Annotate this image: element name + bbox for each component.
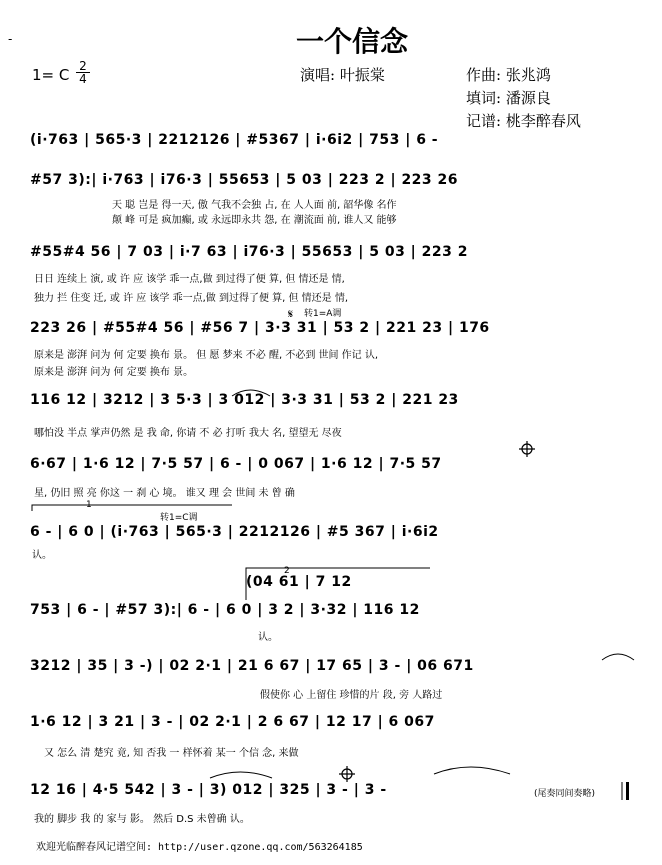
score-line-8: 753 | 6 - | #57 3):| 6 - | 6 0 | 3 2 | 3·32 | 116 12 [30,602,420,618]
lyric-line-5: 哪怕没 半点 掌声仍然 是 我 命, 你请 不 必 打听 我大 名, 望望无 尽夜 [34,428,342,439]
lyricist-credit: 填词: 潘源良 [466,89,551,107]
final-barline-thick [626,782,629,800]
score-line-1: (i·763 | 565·3 | 2212126 | #5367 | i·6i2 | 753 | 6 - [30,132,439,148]
lyric-line-6: 星, 仍旧 照 亮 你这 一 刹 心 境。 谁又 理 会 世间 未 曾 确 [34,488,295,499]
lyric-line-7: 认。 [32,550,52,561]
segno-sign: 𝄋 [288,307,294,321]
volta-1-label: 1 [86,500,92,510]
slur-mark [434,767,510,774]
volta-2-label: 2 [284,566,290,576]
score-line-7: 6 - | 6 0 | (i·763 | 565·3 | 2212126 | #5 367 | i·6i2 [30,524,439,540]
lyric-line-8: 认。 [258,632,278,643]
score-line-9: 3212 | 35 | 3 -) | 02 2·1 | 21 6 67 | 17 65 | 3 - | 06 671 [30,658,474,674]
score-line-6: 6·67 | 1·6 12 | 7·5 57 | 6 - | 0 067 | 1·6 12 | 7·5 57 [30,456,442,472]
song-title: 一个信念 [296,25,409,58]
score-line-8-prefix: (04 61 | 7 12 [246,574,352,590]
score-line-2: #57 3):| i·763 | i76·3 | 55653 | 5 03 | 223 2 | 223 26 [30,172,459,188]
lyric-line-3a: 日日 连续上 演, 或 许 应 该学 乖一点,做 到过得了便 算, 但 情还是 情, [34,274,345,285]
outro-note: (尾奏同间奏略) [534,789,596,799]
singer-credit: 演唱: 叶振棠 [300,66,385,84]
volta-1-bracket [32,505,232,511]
margin-dash: - [8,32,13,46]
slur-mark [232,390,270,396]
lyric-line-2a: 天 聪 岂是 得一天, 傲 气我不会独 占, 在 人人面 前, 韶华像 名作 [112,200,397,211]
key-signature: 1= C [32,66,70,84]
score-line-5: 116 12 | 3212 | 3 5·3 | 3 012 | 3·3 31 | 53 2 | 221 23 [30,392,459,408]
lyric-line-2b: 颠 峰 可是 疯加癫, 或 永远即永共 怨, 在 潮流面 前, 谁人又 能够 [112,215,397,226]
score-line-3: #55#4 56 | 7 03 | i·7 63 | i76·3 | 55653 | 5 03 | 223 2 [30,244,469,260]
lyric-line-4a: 原来是 澎湃 问为 何 定要 换布 景。 但 愿 梦来 不必 醒, 不必到 世间 作记 认, [34,350,379,361]
score-line-4: 223 26 | #55#4 56 | #56 7 | 3·3 31 | 53 2 | 221 23 | 176 [30,320,490,336]
key-change-tag-c: 转1=C调 [160,513,198,523]
slur-mark [602,654,634,660]
slur-mark [210,772,272,778]
key-change-tag-a: 转1=A调 [304,309,342,319]
lyric-line-4b: 原来是 澎湃 问为 何 定要 换布 景。 [34,367,194,378]
lyric-line-10: 又 怎么 清 楚究 竟, 知 否我 一 样怀着 某一 个信 念, 来做 [44,748,299,759]
composer-credit: 作曲: 张兆鸿 [466,66,551,84]
transcriber-credit: 记谱: 桃李醉春风 [466,112,581,130]
score-line-11: 12 16 | 4·5 542 | 3 - | 3) 012 | 325 | 3 - | 3 - [30,782,387,798]
footer-credit: 欢迎光临醉春风记谱空间: http://user.qzone.qq.com/563264185 [36,842,363,853]
lyric-line-11: 我的 脚步 我 的 家与 影。 然后 D.S 未曾确 认。 [34,814,250,825]
lyric-line-9: 假使你 心 上留住 珍惜的片 段, 旁 人路过 [260,690,443,701]
time-signature-bottom: 4 [76,72,90,85]
volta-2-bracket [246,568,430,600]
score-line-10: 1·6 12 | 3 21 | 3 - | 02 2·1 | 2 6 67 | 12 17 | 6 067 [30,714,435,730]
lyric-line-3b: 独力 拦 住变 迁, 或 许 应 该学 乖一点,做 到过得了便 算, 但 情还是 情, [34,293,349,304]
time-signature-top: 2 [79,59,87,73]
